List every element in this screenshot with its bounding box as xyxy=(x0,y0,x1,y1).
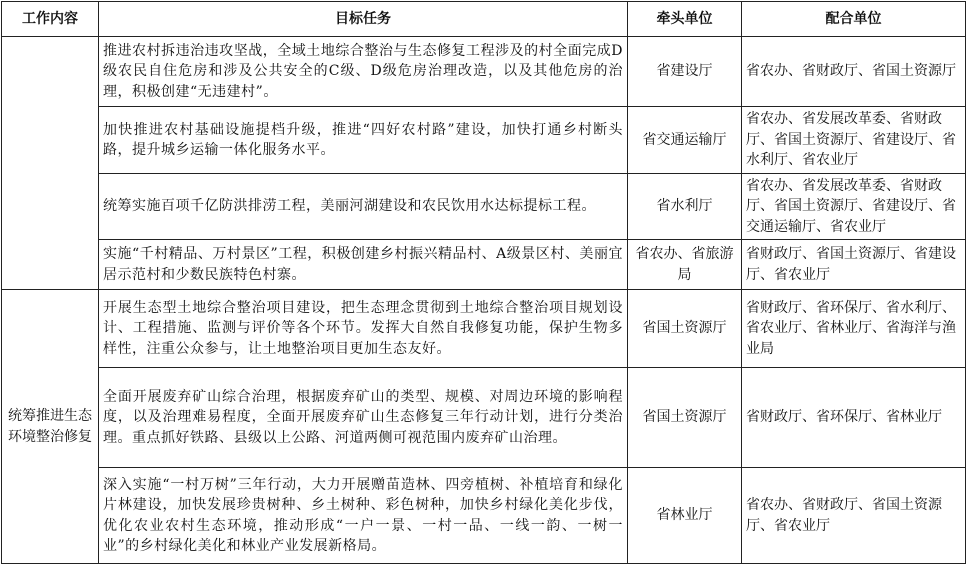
task-cell: 全面开展废弃矿山综合治理，根据废弃矿山的类型、规模、对周边环境的影响程度，以及治理难易程度，全面开展废弃矿山生态修复三年行动计划，进行分类治理。重点抓好铁路、县级以上公路、河道两侧可视范围内废弃矿山治理。 xyxy=(99,368,628,468)
task-cell: 深入实施“一村万树”三年行动，大力开展赠苗造林、四旁植树、补植培育和绿化片林建设，加快发展珍贵树种、乡土树种、彩色树种，加快乡村绿化美化步伐，优化农业农村生态环境，推动形成“一户一景、一村一品、一线一韵、一树一业”的乡村绿化美化和林业产业发展新格局。 xyxy=(99,468,628,564)
lead-unit-cell: 省建设厅 xyxy=(628,37,742,107)
table-row xyxy=(2,290,966,368)
coop-unit-cell: 省农办、省财政厅、省国土资源厅 xyxy=(742,37,966,107)
task-cell: 实施“千村精品、万村景区”工程，积极创建乡村振兴精品村、A级景区村、美丽宜居示范村和少数民族特色村寨。 xyxy=(99,240,628,290)
lead-unit-cell: 省水利厅 xyxy=(628,174,742,240)
table-row xyxy=(2,368,966,468)
header-task: 目标任务 xyxy=(99,2,628,37)
table-row xyxy=(2,240,966,290)
lead-unit-cell: 省国土资源厅 xyxy=(628,290,742,368)
coop-unit-cell: 省农办、省发展改革委、省财政厅、省国土资源厅、省建设厅、省水利厅、省农业厅 xyxy=(742,107,966,174)
lead-unit-cell: 省交通运输厅 xyxy=(628,107,742,174)
category-cell xyxy=(2,37,99,290)
table-row xyxy=(2,107,966,174)
header-row xyxy=(2,2,966,37)
coop-unit-cell: 省财政厅、省国土资源厅、省建设厅、省农业厅 xyxy=(742,240,966,290)
table-row xyxy=(2,468,966,564)
header-category: 工作内容 xyxy=(2,2,99,37)
table-row xyxy=(2,37,966,107)
category-cell: 统筹推进生态环境整治修复 xyxy=(2,290,99,564)
task-cell: 推进农村拆违治违攻坚战，全域土地综合整治与生态修复工程涉及的村全面完成D级农民自住危房和涉及公共安全的C级、D级危房治理改造，以及其他危房的治理，积极创建“无违建村”。 xyxy=(99,37,628,107)
coop-unit-cell: 省农办、省发展改革委、省财政厅、省国土资源厅、省建设厅、省交通运输厅、省农业厅 xyxy=(742,174,966,240)
header-lead: 牵头单位 xyxy=(628,2,742,37)
coop-unit-cell: 省农办、省财政厅、省国土资源厅、省农业厅 xyxy=(742,468,966,564)
coop-unit-cell: 省财政厅、省环保厅、省水利厅、省农业厅、省林业厅、省海洋与渔业局 xyxy=(742,290,966,368)
task-cell: 统筹实施百项千亿防洪排涝工程，美丽河湖建设和农民饮用水达标提标工程。 xyxy=(99,174,628,240)
header-coop: 配合单位 xyxy=(742,2,966,37)
lead-unit-cell: 省林业厅 xyxy=(628,468,742,564)
task-cell: 加快推进农村基础设施提档升级，推进“四好农村路”建设，加快打通乡村断头路，提升城乡运输一体化服务水平。 xyxy=(99,107,628,174)
coop-unit-cell: 省财政厅、省环保厅、省林业厅 xyxy=(742,368,966,468)
lead-unit-cell: 省农办、省旅游局 xyxy=(628,240,742,290)
lead-unit-cell: 省国土资源厅 xyxy=(628,368,742,468)
table-row xyxy=(2,174,966,240)
policy-task-table xyxy=(1,1,966,564)
task-cell: 开展生态型土地综合整治项目建设，把生态理念贯彻到土地综合整治项目规划设计、工程措施、监测与评价等各个环节。发挥大自然自我修复功能，保护生物多样性，注重公众参与，让土地整治项目更加生态友好。 xyxy=(99,290,628,368)
